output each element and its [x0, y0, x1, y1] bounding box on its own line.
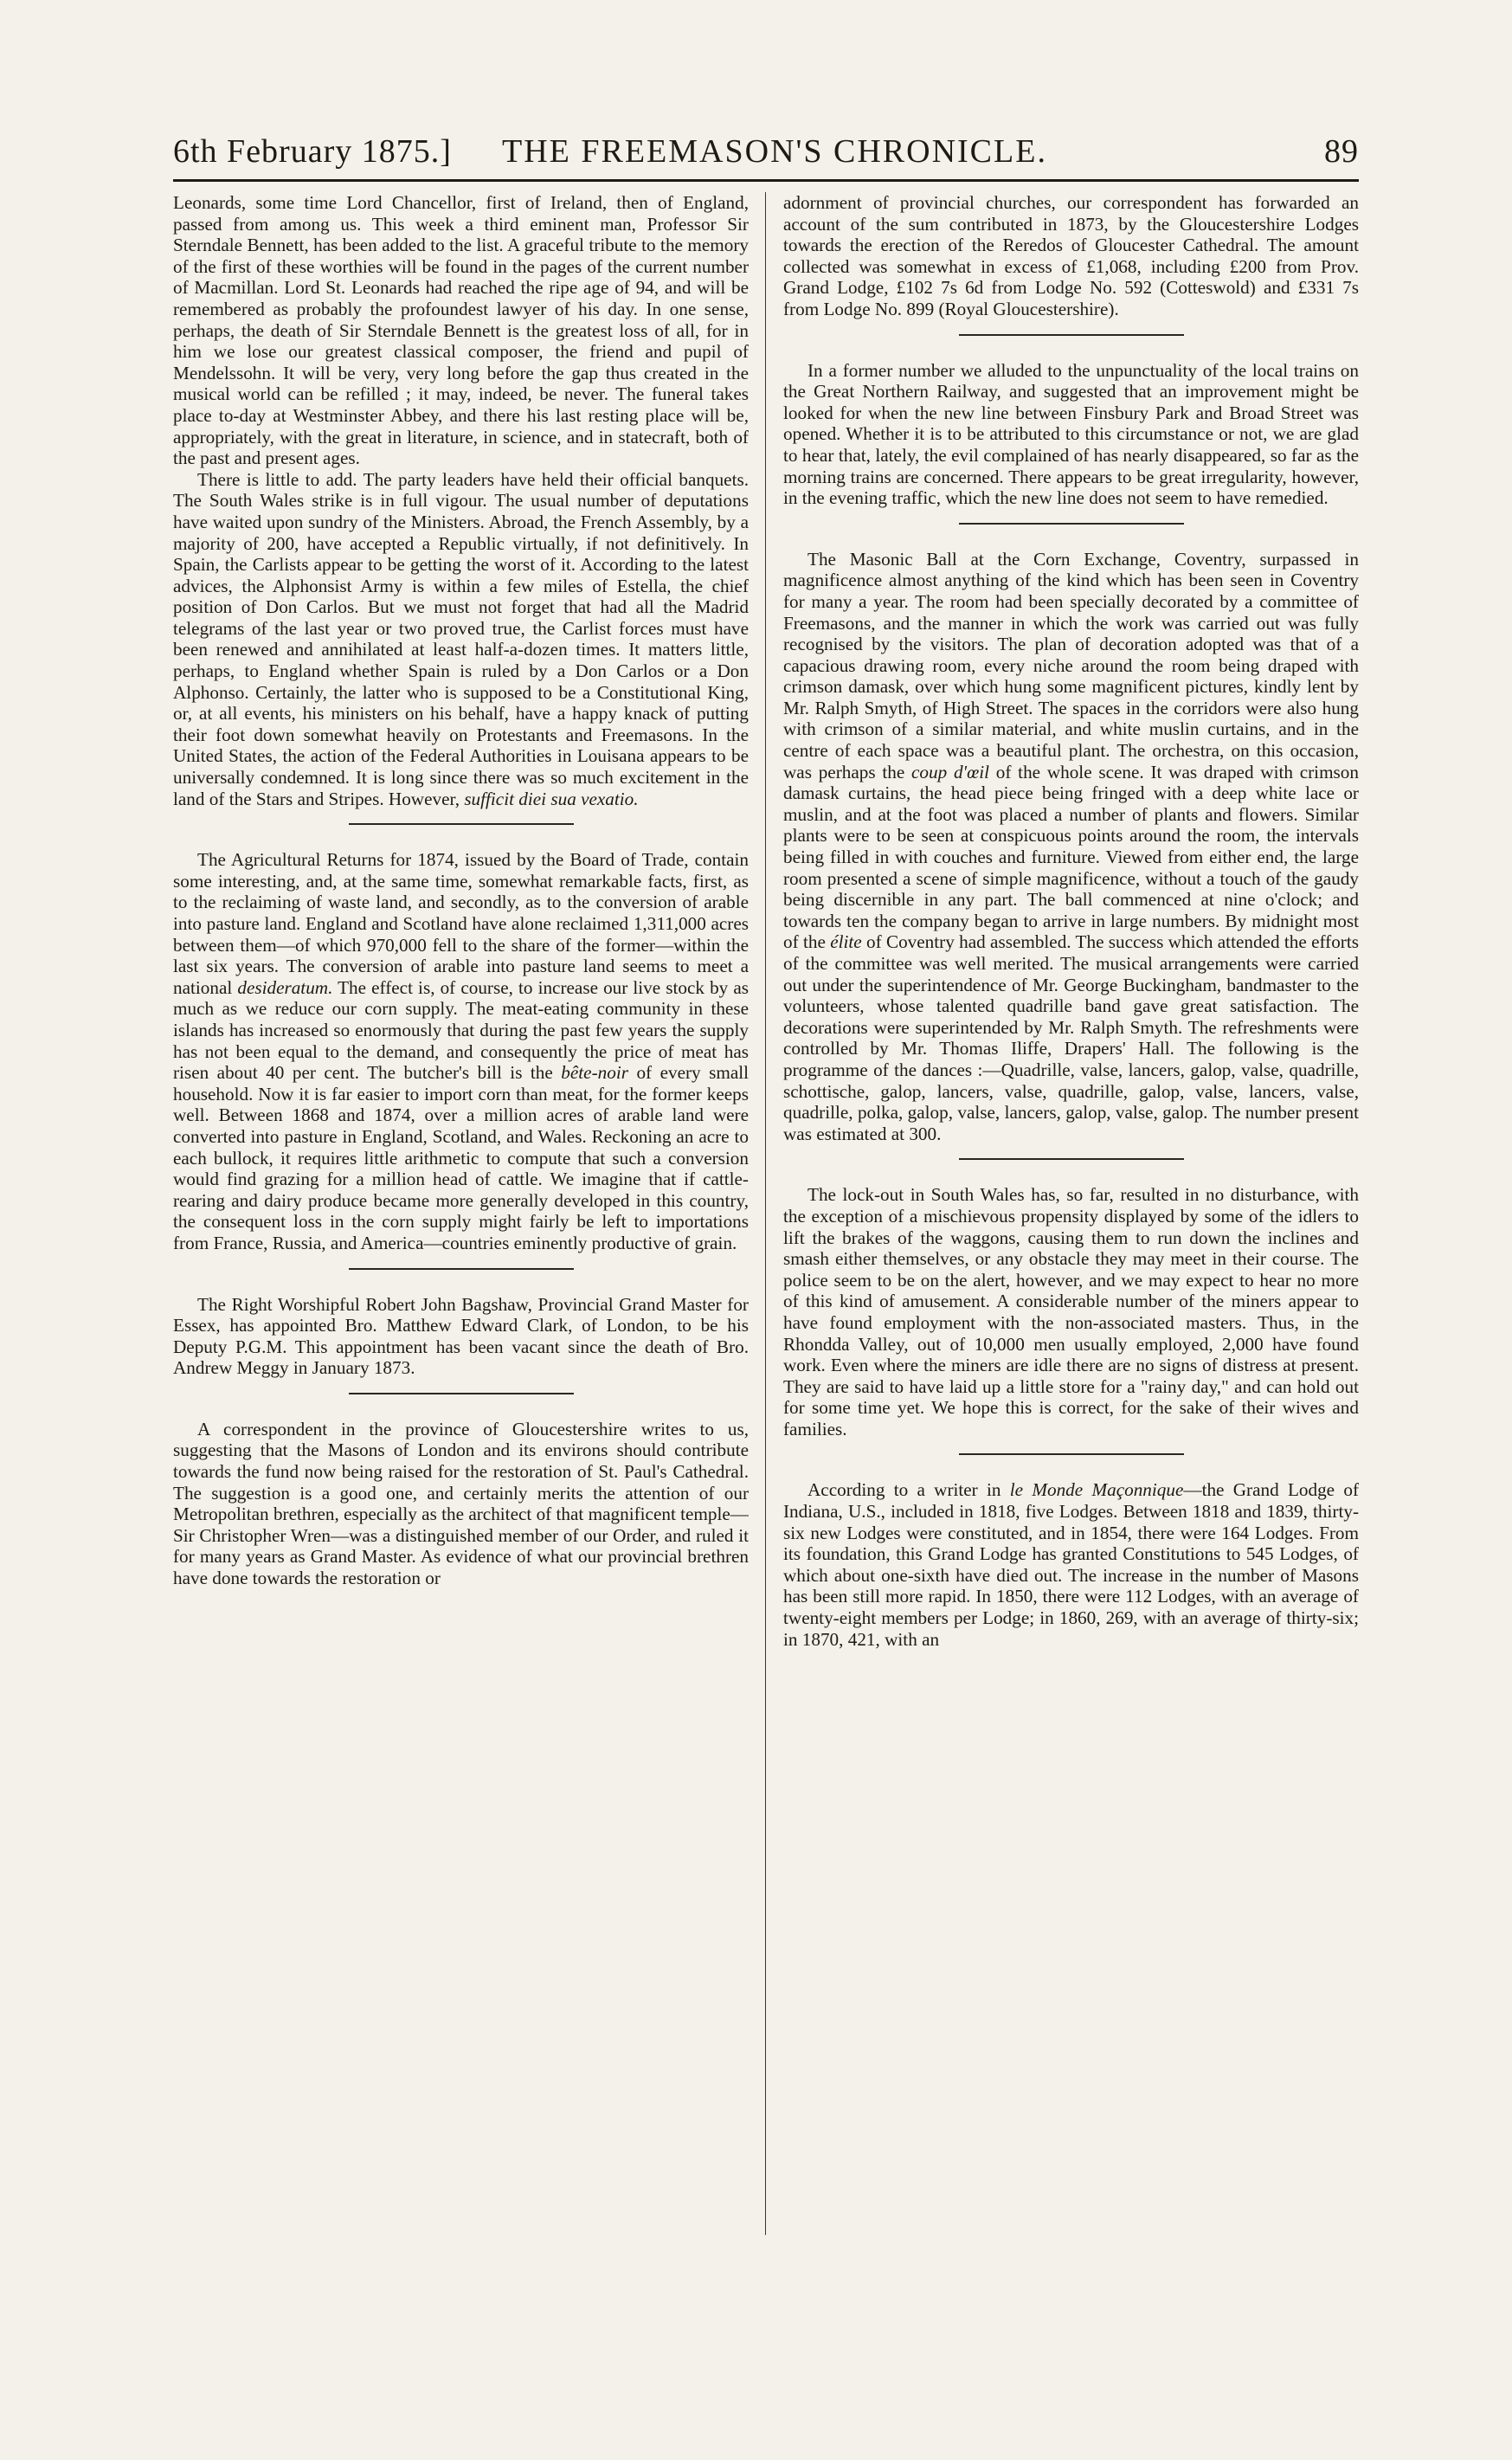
article-paragraph	[173, 469, 749, 810]
paragraph-text: The effect is, of course, to increase our live stock by as much as we reduce our corn supply. The meat-eating community in these islands has increased so enormously that during the past few years the supply has not been equal to the demand, and consequently the price of meat has risen about 40 per cent. The butcher's bill is the	[173, 976, 749, 1084]
paragraph-text: of Coventry had assembled. The success which attended the efforts of the committee was well merited. The musical arrangements were carried out under the superintendence of Mr. George Buckingham, bandmaster to the volunteers, whose talented quadrille band gave great satisfaction. The decorations were superintended by Mr. Ralph Smyth. The refreshments were controlled by Mr. Thomas Iliffe, Drapers' Hall. The following is the programme of the dances :—Quadrille, valse, lancers, galop, valse, quadrille, schottische, galop, lancers, valse, quadrille, galop, valse, lancers, valse, quadrille, polka, galop, valse, lancers, galop, valse, galop. The number present was estimated at 300.	[783, 931, 1359, 1144]
italic-term: desideratum.	[237, 976, 333, 998]
paragraph-text: The Agricultural Returns for 1874, issued by the Board of Trade, contain some interesting, and, at the same time, somewhat remarkable facts, first, as to the reclaiming of waste land, and secondly, as to the conversion of arable into pasture land. England and Scotland have alone reclaimed 1,311,000 acres between them—of which 970,000 fell to the share of the former—within the last six years. The conversion of arable into pasture land seems to meet a national	[173, 849, 749, 998]
publication-title: THE FREEMASON'S CHRONICLE.	[502, 133, 1047, 170]
article-paragraph: The Right Worshipful Robert John Bagshaw, Provincial Grand Master for Essex, has appointed Bro. Matthew Edward Clark, of London, to be his Deputy P.G.M. This appointment has been vacant since the death of Bro. Andrew Meggy in January 1873.	[173, 1293, 749, 1379]
article-paragraph: The lock-out in South Wales has, so far, resulted in no disturbance, with the exception of a mischievous propensity displayed by some of the idlers to lift the brakes of the waggons, causing them to run down the inclines and smash either themselves, or any obstacle they may meet in their course. The police seem to be on the alert, however, and we may expect to hear no more of this kind of amusement. A considerable number of the miners appear to have found employment with the non-associated masters. Thus, in the Rhondda Valley, out of 10,000 men usually employed, 2,000 have found work. Even where the miners are idle there are no signs of distress at present. They are said to have laid up a little store for a "rainy day," and can hold out for some time yet. We hope this is correct, for the sake of their wives and families.	[783, 1184, 1359, 1439]
italic-term: élite	[830, 931, 862, 953]
article-paragraph: A correspondent in the province of Gloucestershire writes to us, suggesting that the Masons of London and its environs should contribute towards the fund now being raised for the restoration of St. Paul's Cathedral. The suggestion is a good one, and certainly merits the attention of our Metropolitan brethren, especially as the architect of that magnificent temple—Sir Christopher Wren—was a distinguished member of our Order, and ruled it for many years as Grand Master. As evidence of what our provincial brethren have done towards the restoration or	[173, 1418, 749, 1589]
paragraph-text: There is little to add. The party leaders have held their official banquets. The South Wales strike is in full vigour. The usual number of deputations have waited upon sundry of the Ministers. Abroad, the French Assembly, by a majority of 200, have accepted a Republic virtually, if not definitively. In Spain, the Carlists appear to be getting the worst of it. According to the latest advices, the Alphonsist Army is within a few miles of Estella, the chief position of Don Carlos. But we must not forget that had all the Madrid telegrams of the last year or two proved true, the Carlist forces must have been renewed and annihilated at least half-a-dozen times. It matters little, perhaps, to England whether Spain is ruled by a Don Carlos or a Don Alphonso. Certainly, the latter who is supposed to be a Constitutional King, or, at all events, his ministers on his behalf, have a happy knack of putting their foot down somewhat heavily on Protestants and Freemasons. In the United States, the action of the Federal Authorities in Louisana appears to be universally condemned. It is long since there was so much excitement in the land of the Stars and Stripes. However,	[173, 468, 749, 809]
column-divider	[765, 192, 766, 2235]
article-paragraph: In a former number we alluded to the unpunctuality of the local trains on the Great Northern Railway, and suggested that an improvement might be looked for when the new line between Finsbury Park and Broad Street was opened. Whether it is to be attributed to this circumstance or not, we are glad to hear that, lately, the evil complained of has nearly disappeared, so far as the morning trains are concerned. There appears to be great irregularity, however, in the evening traffic, which the new line does not seem to have remedied.	[783, 359, 1359, 509]
paragraph-text: of every small household. Now it is far easier to import corn than meat, for the former keeps well. Between 1868 and 1874, over a million acres of arable land were converted into pasture in England, Scotland, and Wales. Reckoning an acre to each bullock, it requires little arithmetic to compute that such a conversion would find grazing for a million head of cattle. We imagine that if cattle-rearing and dairy produce became more generally developed in this country, the consequent loss in the corn supply might fairly be left to importations from France, Russia, and America—countries eminently productive of grain.	[173, 1062, 749, 1253]
paragraph-text: of the whole scene. It was draped with crimson damask curtains, the head piece being fringed with a deep white lace or muslin, and at the foot was placed a number of plants and flowers. Similar plants were to be seen at conspicuous points around the room, the intervals being filled in with couches and furniture. Viewed from either end, the large room presented a scene of simple magnificence, without a touch of the gaudy being discernible in any part. The ball commenced at nine o'clock; and towards ten the company began to arrive in large numbers. By midnight most of the	[783, 761, 1359, 953]
issue-date: 6th February 1875.]	[173, 133, 452, 170]
article-paragraph	[783, 549, 1359, 1145]
paragraph-text: —the Grand Lodge of Indiana, U.S., included in 1818, five Lodges. Between 1818 and 1839, thirty-six new Lodges were constituted, and in 1854, there were 164 Lodges. From its foundation, this Grand Lodge has granted Constitutions to 545 Lodges, of which about one-sixth have died out. The increase in the number of Masons has been still more rapid. In 1850, there were 112 Lodges, with an average of twenty-eight members per Lodge; in 1860, 269, with an average of thirty-six; in 1870, 421, with an	[783, 1479, 1359, 1650]
italic-term: bête-noir	[561, 1062, 628, 1084]
article-paragraph	[173, 849, 749, 1253]
paragraph-text: The Masonic Ball at the Corn Exchange, Coventry, surpassed in magnificence almost anything of the kind which has been seen in Coventry for many a year. The room had been specially decorated by a committee of Freemasons, and the manner in which the work was carried out was fully recognised by the visitors. The plan of decoration adopted was that of a capacious drawing room, every niche around the room being draped with crimson damask, over which hung some magnificent pictures, kindly lent by Mr. Ralph Smyth, of High Street. The spaces in the corridors were also hung with crimson of a similar material, and white muslin curtains, and in the centre of each space was a beautiful plant. The orchestra, on this occasion, was perhaps the	[783, 548, 1359, 782]
article-paragraph: Leonards, some time Lord Chancellor, first of Ireland, then of England, passed from among us. This week a third eminent man, Professor Sir Sterndale Bennett, has been added to the list. A graceful tribute to the memory of the first of these worthies will be found in the pages of the current number of Macmillan. Lord St. Leonards had reached the ripe age of 94, and will be remembered as probably the profoundest lawyer of his day. In one sense, perhaps, the death of Sir Sterndale Bennett is the greatest loss of all, for in him we lose our greatest classical composer, the friend and pupil of Mendelssohn. It will be very, very long before the gap thus created in the musical world can be refilled ; it may, indeed, be never. The funeral takes place to-day at Westminster Abbey, and there his last resting place will be, appropriately, with the great in literature, in science, and in statecraft, both of the past and present ages.	[173, 192, 749, 469]
left-column	[173, 192, 749, 2235]
page-header	[173, 126, 1359, 177]
paragraph-text: According to a writer in	[807, 1479, 1001, 1501]
italic-term: le Monde Maçonnique	[1009, 1479, 1184, 1501]
section-divider	[959, 1453, 1184, 1455]
section-divider	[959, 523, 1184, 525]
italic-term: coup d'œil	[911, 761, 989, 782]
right-column	[783, 192, 1359, 2235]
section-divider	[959, 1158, 1184, 1160]
page-number: 89	[1324, 133, 1359, 170]
article-paragraph	[783, 1479, 1359, 1650]
section-divider	[349, 823, 574, 825]
article-paragraph: adornment of provincial churches, our correspondent has forwarded an account of the sum contributed in 1873, by the Gloucestershire Lodges towards the erection of the Reredos of Gloucester Cathedral. The amount collected was somewhat in excess of £1,068, including £200 from Prov. Grand Lodge, £102 7s 6d from Lodge No. 592 (Cotteswold) and £331 7s from Lodge No. 899 (Royal Gloucestershire).	[783, 192, 1359, 319]
latin-phrase: sufficit diei sua vexatio.	[464, 788, 639, 809]
section-divider	[349, 1268, 574, 1270]
section-divider	[959, 334, 1184, 336]
section-divider	[349, 1393, 574, 1394]
header-rule	[173, 179, 1359, 182]
